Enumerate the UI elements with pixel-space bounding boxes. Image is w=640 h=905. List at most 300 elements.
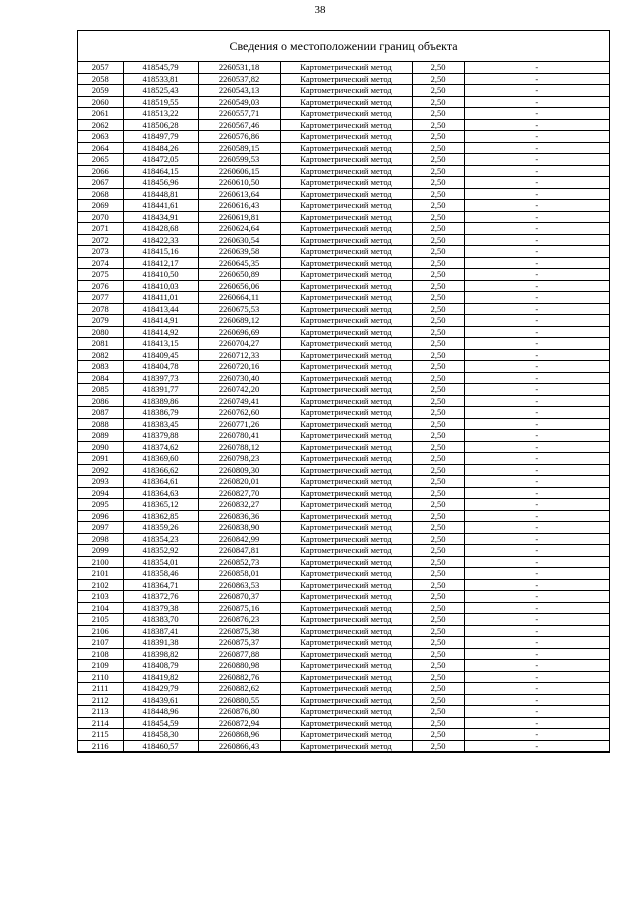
accuracy-cell: 2,50 [412,211,464,223]
method-cell: Картометрический метод [280,142,412,154]
x-coordinate-cell: 418419,82 [123,671,198,683]
accuracy-cell: 2,50 [412,625,464,637]
table-row [78,717,609,729]
point-number-cell: 2062 [78,119,123,131]
method-cell: Картометрический метод [280,464,412,476]
accuracy-cell: 2,50 [412,372,464,384]
y-coordinate-cell: 2260880,98 [198,660,280,672]
y-coordinate-cell: 2260650,89 [198,269,280,281]
method-cell: Картометрический метод [280,430,412,442]
y-coordinate-cell: 2260610,50 [198,177,280,189]
method-cell: Картометрический метод [280,717,412,729]
accuracy-cell: 2,50 [412,706,464,718]
accuracy-cell: 2,50 [412,315,464,327]
description-cell: - [464,234,609,246]
table-row [78,269,609,281]
method-cell: Картометрический метод [280,740,412,752]
method-cell: Картометрический метод [280,223,412,235]
y-coordinate-cell: 2260712,33 [198,349,280,361]
method-cell: Картометрический метод [280,108,412,120]
boundary-points-table [78,62,609,752]
point-number-cell: 2073 [78,246,123,258]
y-coordinate-cell: 2260870,37 [198,591,280,603]
description-cell: - [464,430,609,442]
point-number-cell: 2080 [78,326,123,338]
point-number-cell: 2083 [78,361,123,373]
method-cell: Картометрический метод [280,246,412,258]
table-row [78,430,609,442]
y-coordinate-cell: 2260537,82 [198,73,280,85]
table-row [78,533,609,545]
description-cell: - [464,188,609,200]
x-coordinate-cell: 418374,62 [123,441,198,453]
accuracy-cell: 2,50 [412,533,464,545]
accuracy-cell: 2,50 [412,476,464,488]
accuracy-cell: 2,50 [412,683,464,695]
accuracy-cell: 2,50 [412,441,464,453]
accuracy-cell: 2,50 [412,602,464,614]
description-cell: - [464,568,609,580]
point-number-cell: 2108 [78,648,123,660]
method-cell: Картометрический метод [280,706,412,718]
description-cell: - [464,200,609,212]
point-number-cell: 2091 [78,453,123,465]
description-cell: - [464,671,609,683]
point-number-cell: 2058 [78,73,123,85]
table-row [78,315,609,327]
description-cell: - [464,660,609,672]
description-cell: - [464,591,609,603]
point-number-cell: 2068 [78,188,123,200]
description-cell: - [464,257,609,269]
description-cell: - [464,510,609,522]
point-number-cell: 2100 [78,556,123,568]
accuracy-cell: 2,50 [412,338,464,350]
y-coordinate-cell: 2260606,15 [198,165,280,177]
y-coordinate-cell: 2260866,43 [198,740,280,752]
method-cell: Картометрический метод [280,303,412,315]
table-row [78,303,609,315]
y-coordinate-cell: 2260875,16 [198,602,280,614]
description-cell: - [464,683,609,695]
y-coordinate-cell: 2260704,27 [198,338,280,350]
table-row [78,637,609,649]
x-coordinate-cell: 418422,33 [123,234,198,246]
method-cell: Картометрический метод [280,177,412,189]
description-cell: - [464,119,609,131]
x-coordinate-cell: 418525,43 [123,85,198,97]
table-row [78,522,609,534]
point-number-cell: 2092 [78,464,123,476]
accuracy-cell: 2,50 [412,694,464,706]
description-cell: - [464,395,609,407]
y-coordinate-cell: 2260557,71 [198,108,280,120]
x-coordinate-cell: 418497,79 [123,131,198,143]
description-cell: - [464,85,609,97]
method-cell: Картометрический метод [280,637,412,649]
point-number-cell: 2106 [78,625,123,637]
point-number-cell: 2097 [78,522,123,534]
table-row [78,556,609,568]
description-cell: - [464,315,609,327]
description-cell: - [464,545,609,557]
table-row [78,188,609,200]
point-number-cell: 2115 [78,729,123,741]
point-number-cell: 2109 [78,660,123,672]
point-number-cell: 2085 [78,384,123,396]
x-coordinate-cell: 418389,86 [123,395,198,407]
method-cell: Картометрический метод [280,96,412,108]
table-row [78,740,609,752]
y-coordinate-cell: 2260798,23 [198,453,280,465]
table-row [78,280,609,292]
x-coordinate-cell: 418414,91 [123,315,198,327]
table-row [78,579,609,591]
x-coordinate-cell: 418398,82 [123,648,198,660]
description-cell: - [464,372,609,384]
y-coordinate-cell: 2260531,18 [198,62,280,73]
y-coordinate-cell: 2260832,27 [198,499,280,511]
y-coordinate-cell: 2260624,64 [198,223,280,235]
table-title: Сведения о местоположении границ объекта [78,31,609,62]
table-row [78,372,609,384]
y-coordinate-cell: 2260664,11 [198,292,280,304]
y-coordinate-cell: 2260847,81 [198,545,280,557]
accuracy-cell: 2,50 [412,499,464,511]
x-coordinate-cell: 418362,85 [123,510,198,522]
x-coordinate-cell: 418397,73 [123,372,198,384]
accuracy-cell: 2,50 [412,579,464,591]
point-number-cell: 2071 [78,223,123,235]
point-number-cell: 2093 [78,476,123,488]
method-cell: Картометрический метод [280,165,412,177]
x-coordinate-cell: 418434,91 [123,211,198,223]
description-cell: - [464,418,609,430]
description-cell: - [464,211,609,223]
accuracy-cell: 2,50 [412,418,464,430]
description-cell: - [464,464,609,476]
point-number-cell: 2084 [78,372,123,384]
description-cell: - [464,62,609,73]
accuracy-cell: 2,50 [412,464,464,476]
description-cell: - [464,165,609,177]
method-cell: Картометрический метод [280,361,412,373]
table-row [78,257,609,269]
description-cell: - [464,407,609,419]
accuracy-cell: 2,50 [412,119,464,131]
table-row [78,671,609,683]
point-number-cell: 2099 [78,545,123,557]
y-coordinate-cell: 2260827,70 [198,487,280,499]
point-number-cell: 2096 [78,510,123,522]
method-cell: Картометрический метод [280,200,412,212]
table-row [78,62,609,73]
method-cell: Картометрический метод [280,648,412,660]
point-number-cell: 2077 [78,292,123,304]
accuracy-cell: 2,50 [412,740,464,752]
point-number-cell: 2112 [78,694,123,706]
table-row [78,154,609,166]
y-coordinate-cell: 2260567,46 [198,119,280,131]
method-cell: Картометрический метод [280,315,412,327]
point-number-cell: 2105 [78,614,123,626]
y-coordinate-cell: 2260842,99 [198,533,280,545]
point-number-cell: 2076 [78,280,123,292]
method-cell: Картометрический метод [280,395,412,407]
accuracy-cell: 2,50 [412,407,464,419]
table-row [78,165,609,177]
table-row [78,660,609,672]
point-number-cell: 2102 [78,579,123,591]
table-row [78,648,609,660]
description-cell: - [464,556,609,568]
x-coordinate-cell: 418383,70 [123,614,198,626]
y-coordinate-cell: 2260877,88 [198,648,280,660]
table-row [78,706,609,718]
x-coordinate-cell: 418439,61 [123,694,198,706]
table-row [78,568,609,580]
accuracy-cell: 2,50 [412,568,464,580]
y-coordinate-cell: 2260645,35 [198,257,280,269]
description-cell: - [464,326,609,338]
x-coordinate-cell: 418448,96 [123,706,198,718]
y-coordinate-cell: 2260858,01 [198,568,280,580]
x-coordinate-cell: 418364,71 [123,579,198,591]
x-coordinate-cell: 418408,79 [123,660,198,672]
x-coordinate-cell: 418372,76 [123,591,198,603]
accuracy-cell: 2,50 [412,430,464,442]
y-coordinate-cell: 2260852,73 [198,556,280,568]
y-coordinate-cell: 2260771,26 [198,418,280,430]
x-coordinate-cell: 418386,79 [123,407,198,419]
accuracy-cell: 2,50 [412,487,464,499]
method-cell: Картометрический метод [280,326,412,338]
point-number-cell: 2072 [78,234,123,246]
point-number-cell: 2086 [78,395,123,407]
point-number-cell: 2067 [78,177,123,189]
point-number-cell: 2104 [78,602,123,614]
method-cell: Картометрический метод [280,280,412,292]
y-coordinate-cell: 2260872,94 [198,717,280,729]
accuracy-cell: 2,50 [412,614,464,626]
y-coordinate-cell: 2260820,01 [198,476,280,488]
table-row [78,683,609,695]
accuracy-cell: 2,50 [412,280,464,292]
table-row [78,234,609,246]
table-row [78,453,609,465]
accuracy-cell: 2,50 [412,292,464,304]
point-number-cell: 2107 [78,637,123,649]
table-row [78,407,609,419]
x-coordinate-cell: 418358,46 [123,568,198,580]
description-cell: - [464,223,609,235]
point-number-cell: 2070 [78,211,123,223]
method-cell: Картометрический метод [280,234,412,246]
point-number-cell: 2079 [78,315,123,327]
x-coordinate-cell: 418448,81 [123,188,198,200]
table-row [78,211,609,223]
description-cell: - [464,648,609,660]
point-number-cell: 2057 [78,62,123,73]
point-number-cell: 2065 [78,154,123,166]
table-row [78,361,609,373]
method-cell: Картометрический метод [280,729,412,741]
x-coordinate-cell: 418354,01 [123,556,198,568]
x-coordinate-cell: 418391,77 [123,384,198,396]
table-row [78,131,609,143]
point-number-cell: 2061 [78,108,123,120]
description-cell: - [464,579,609,591]
y-coordinate-cell: 2260656,06 [198,280,280,292]
table-row [78,499,609,511]
point-number-cell: 2094 [78,487,123,499]
method-cell: Картометрический метод [280,349,412,361]
description-cell: - [464,522,609,534]
accuracy-cell: 2,50 [412,108,464,120]
table-row [78,395,609,407]
point-number-cell: 2064 [78,142,123,154]
accuracy-cell: 2,50 [412,96,464,108]
table-row [78,464,609,476]
x-coordinate-cell: 418365,12 [123,499,198,511]
description-cell: - [464,637,609,649]
method-cell: Картометрический метод [280,384,412,396]
accuracy-cell: 2,50 [412,269,464,281]
table-row [78,625,609,637]
x-coordinate-cell: 418413,44 [123,303,198,315]
description-cell: - [464,706,609,718]
x-coordinate-cell: 418391,38 [123,637,198,649]
accuracy-cell: 2,50 [412,165,464,177]
x-coordinate-cell: 418484,26 [123,142,198,154]
x-coordinate-cell: 418460,57 [123,740,198,752]
description-cell: - [464,441,609,453]
accuracy-cell: 2,50 [412,729,464,741]
y-coordinate-cell: 2260589,15 [198,142,280,154]
method-cell: Картометрический метод [280,591,412,603]
table-row [78,602,609,614]
point-number-cell: 2101 [78,568,123,580]
accuracy-cell: 2,50 [412,648,464,660]
description-cell: - [464,154,609,166]
description-cell: - [464,533,609,545]
accuracy-cell: 2,50 [412,361,464,373]
description-cell: - [464,499,609,511]
y-coordinate-cell: 2260639,58 [198,246,280,258]
x-coordinate-cell: 418533,81 [123,73,198,85]
table-row [78,96,609,108]
table-row [78,73,609,85]
table-row [78,142,609,154]
x-coordinate-cell: 418412,17 [123,257,198,269]
method-cell: Картометрический метод [280,154,412,166]
x-coordinate-cell: 418428,68 [123,223,198,235]
method-cell: Картометрический метод [280,85,412,97]
point-number-cell: 2110 [78,671,123,683]
point-number-cell: 2059 [78,85,123,97]
method-cell: Картометрический метод [280,476,412,488]
accuracy-cell: 2,50 [412,637,464,649]
point-number-cell: 2095 [78,499,123,511]
accuracy-cell: 2,50 [412,660,464,672]
x-coordinate-cell: 418464,15 [123,165,198,177]
x-coordinate-cell: 418410,50 [123,269,198,281]
accuracy-cell: 2,50 [412,349,464,361]
description-cell: - [464,280,609,292]
y-coordinate-cell: 2260543,13 [198,85,280,97]
method-cell: Картометрический метод [280,602,412,614]
point-number-cell: 2113 [78,706,123,718]
point-number-cell: 2060 [78,96,123,108]
x-coordinate-cell: 418545,79 [123,62,198,73]
table-row [78,476,609,488]
method-cell: Картометрический метод [280,338,412,350]
y-coordinate-cell: 2260876,23 [198,614,280,626]
method-cell: Картометрический метод [280,671,412,683]
method-cell: Картометрический метод [280,545,412,557]
description-cell: - [464,73,609,85]
accuracy-cell: 2,50 [412,326,464,338]
description-cell: - [464,292,609,304]
y-coordinate-cell: 2260742,20 [198,384,280,396]
x-coordinate-cell: 418411,01 [123,292,198,304]
method-cell: Картометрический метод [280,453,412,465]
point-number-cell: 2087 [78,407,123,419]
point-number-cell: 2111 [78,683,123,695]
accuracy-cell: 2,50 [412,188,464,200]
description-cell: - [464,246,609,258]
method-cell: Картометрический метод [280,660,412,672]
accuracy-cell: 2,50 [412,142,464,154]
x-coordinate-cell: 418472,05 [123,154,198,166]
x-coordinate-cell: 418409,45 [123,349,198,361]
accuracy-cell: 2,50 [412,73,464,85]
x-coordinate-cell: 418352,92 [123,545,198,557]
table-row [78,223,609,235]
method-cell: Картометрический метод [280,625,412,637]
point-number-cell: 2090 [78,441,123,453]
accuracy-cell: 2,50 [412,62,464,73]
accuracy-cell: 2,50 [412,234,464,246]
method-cell: Картометрический метод [280,407,412,419]
description-cell: - [464,96,609,108]
description-cell: - [464,349,609,361]
accuracy-cell: 2,50 [412,223,464,235]
point-number-cell: 2098 [78,533,123,545]
method-cell: Картометрический метод [280,292,412,304]
accuracy-cell: 2,50 [412,395,464,407]
table-row [78,200,609,212]
x-coordinate-cell: 418364,61 [123,476,198,488]
y-coordinate-cell: 2260762,60 [198,407,280,419]
method-cell: Картометрический метод [280,211,412,223]
x-coordinate-cell: 418404,78 [123,361,198,373]
point-number-cell: 2089 [78,430,123,442]
x-coordinate-cell: 418379,38 [123,602,198,614]
method-cell: Картометрический метод [280,372,412,384]
y-coordinate-cell: 2260616,43 [198,200,280,212]
accuracy-cell: 2,50 [412,717,464,729]
table-row [78,694,609,706]
y-coordinate-cell: 2260619,81 [198,211,280,223]
method-cell: Картометрический метод [280,131,412,143]
table-body [78,62,609,752]
x-coordinate-cell: 418379,88 [123,430,198,442]
table-row [78,384,609,396]
description-cell: - [464,269,609,281]
accuracy-cell: 2,50 [412,545,464,557]
method-cell: Картометрический метод [280,487,412,499]
